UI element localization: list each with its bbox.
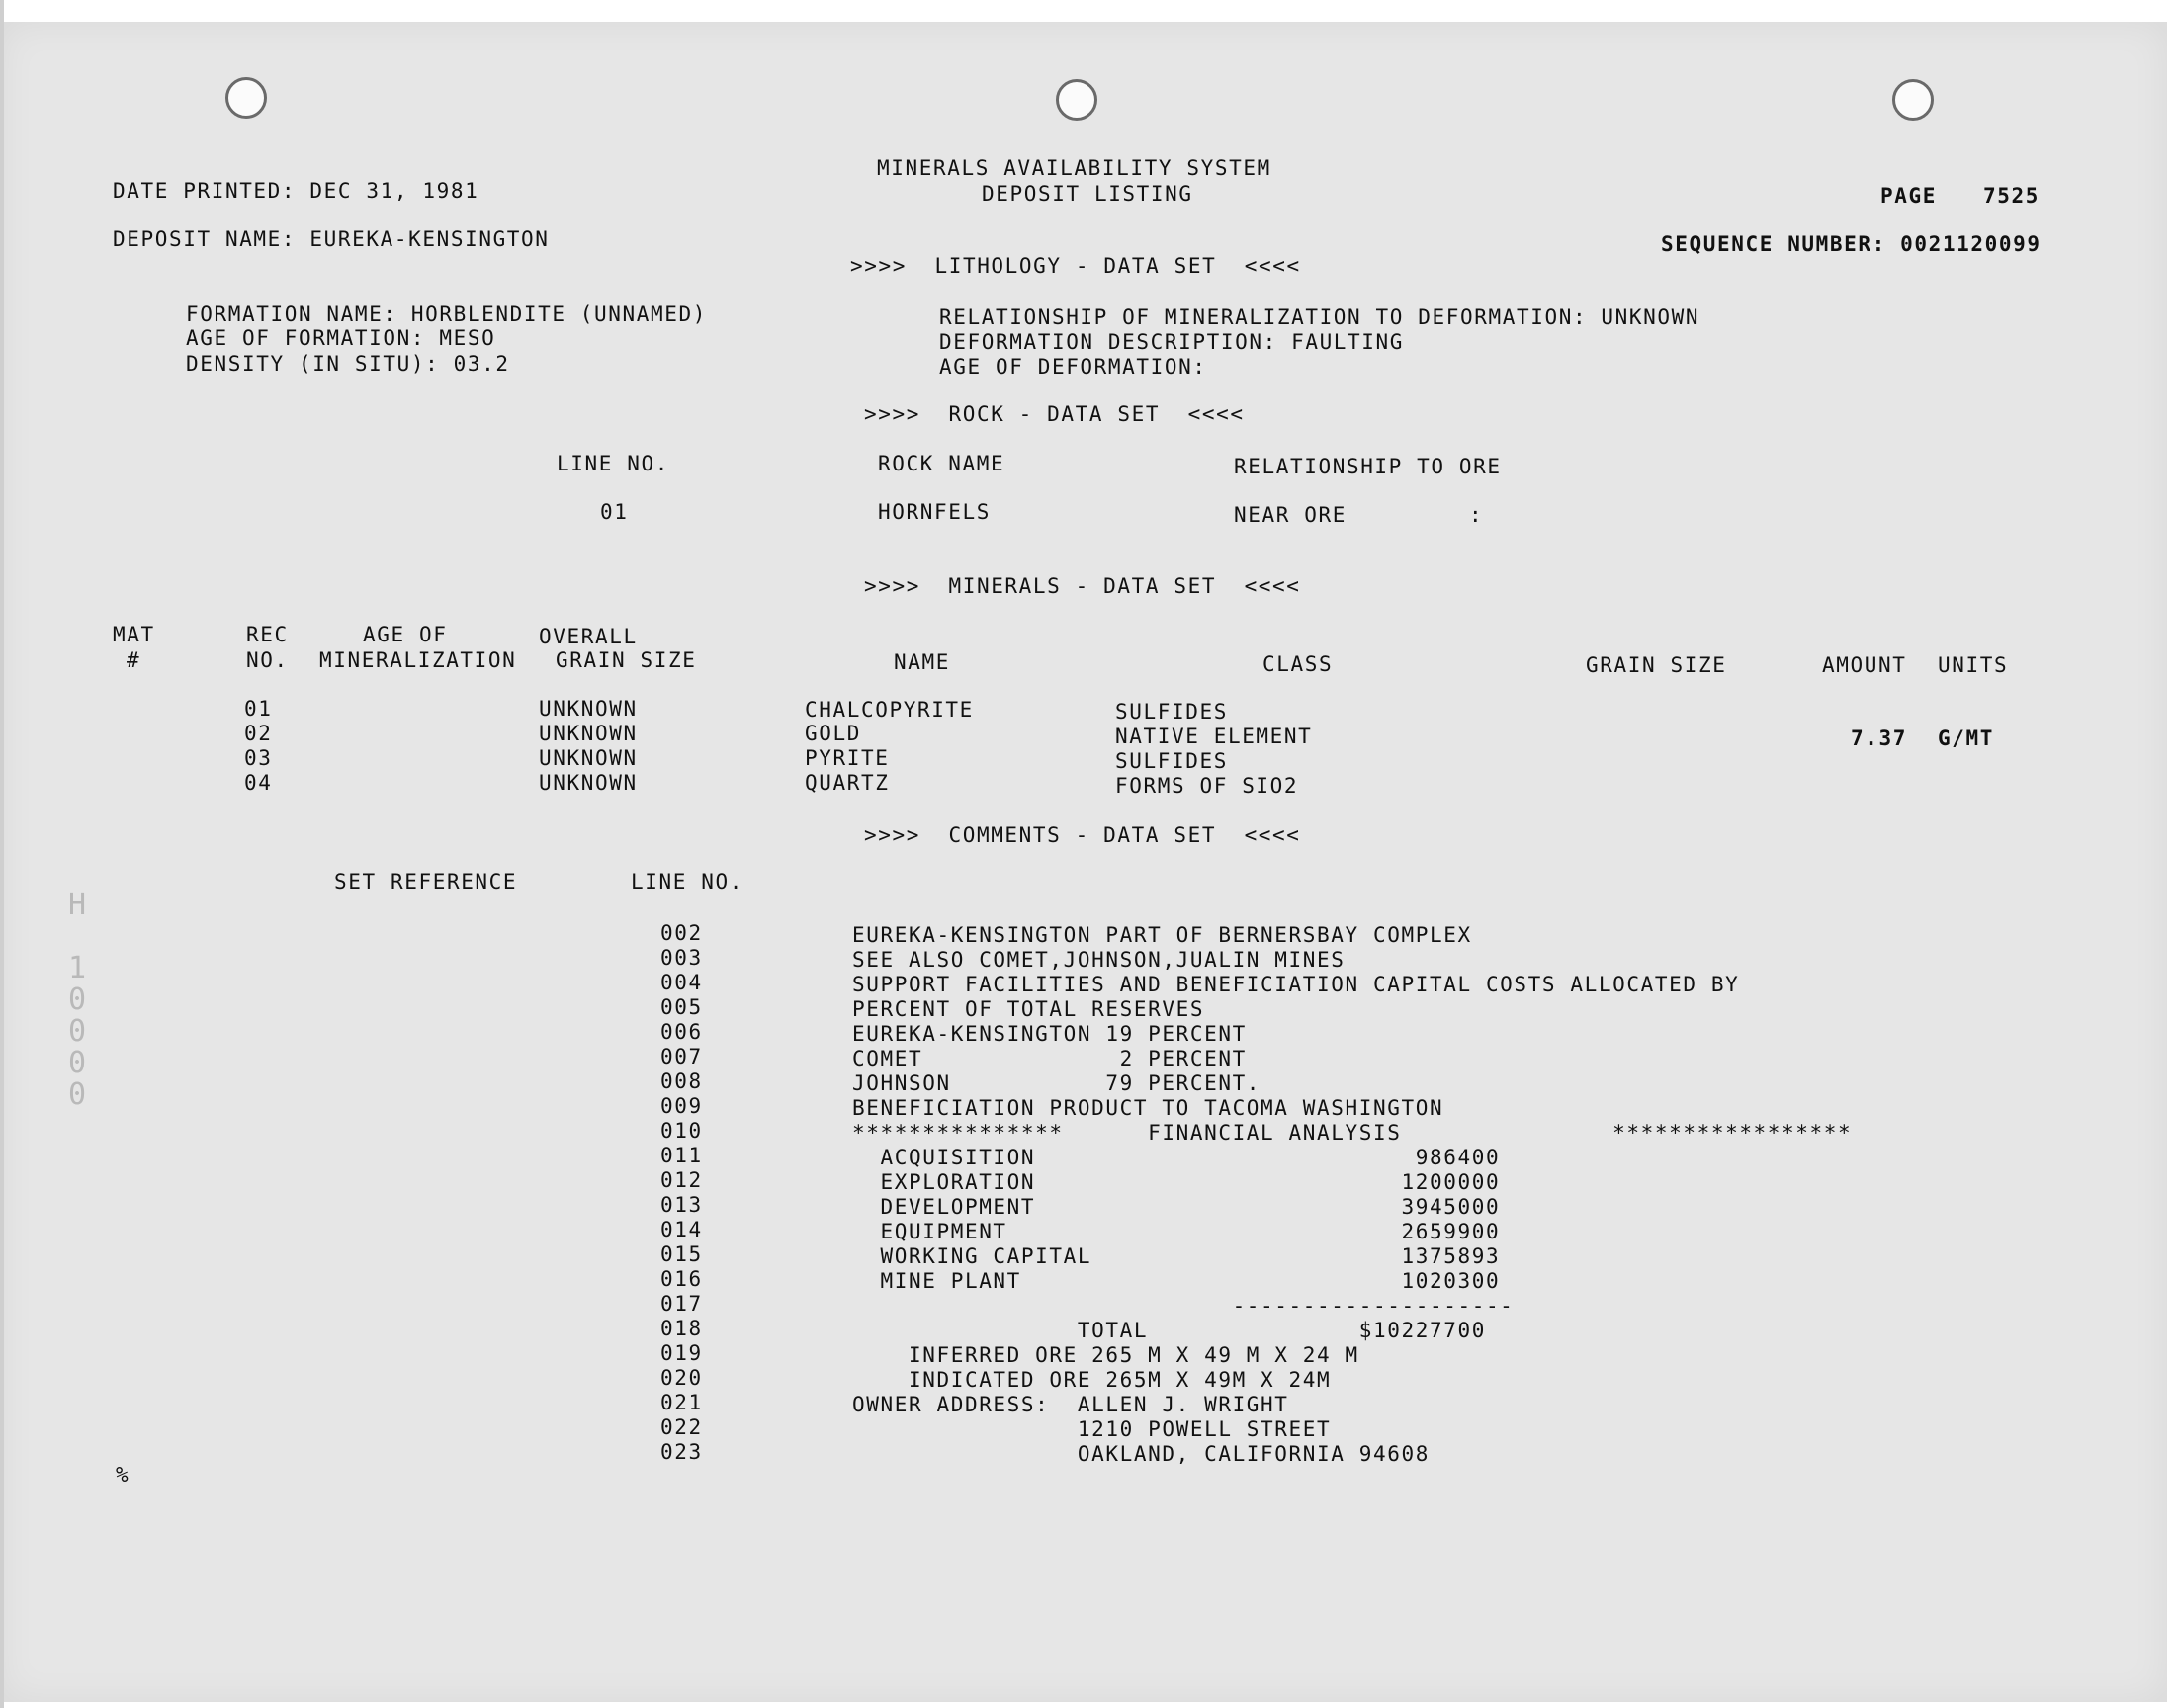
comment-line-text: SUPPORT FACILITIES AND BENEFICIATION CAPITAL COSTS ALLOCATED BY (852, 973, 1740, 996)
mineral-row-name: CHALCOPYRITE (805, 698, 974, 722)
comment-line-text: COMET 2 PERCENT (852, 1047, 1247, 1070)
comment-line-no: 018 (660, 1317, 703, 1340)
page-edge (0, 0, 4, 1708)
binder-hole-center (1056, 79, 1097, 121)
mineral-row-rec: 01 (244, 697, 273, 721)
comment-line-no: 015 (660, 1242, 703, 1266)
age-of-deformation: AGE OF DEFORMATION: (939, 355, 1207, 379)
comments-col-line-no: LINE NO. (631, 870, 743, 894)
minerals-col-age-2: MINERALIZATION (319, 648, 517, 672)
comment-line-text: EQUIPMENT 2659900 (852, 1220, 1501, 1243)
mineral-row-rec: 02 (244, 722, 273, 745)
mineral-row-units: G/MT (1938, 726, 1994, 750)
comment-line-text: OAKLAND, CALIFORNIA 94608 (852, 1442, 1430, 1466)
minerals-col-mat: MAT (113, 623, 155, 646)
comment-line-text: ACQUISITION 986400 (852, 1146, 1501, 1169)
comment-line-text: -------------------- (852, 1294, 1515, 1318)
mineral-row-rec: 03 (244, 746, 273, 770)
mineral-row-grain: UNKNOWN (539, 771, 638, 795)
sequence-number: SEQUENCE NUMBER: 0021120099 (1661, 232, 2042, 256)
comment-line-text: INFERRED ORE 265 M X 49 M X 24 M (852, 1343, 1359, 1367)
comment-line-text: EUREKA-KENSINGTON PART OF BERNERSBAY COMPLEX (852, 923, 1472, 947)
page-label: PAGE (1880, 184, 1937, 208)
minerals-col-rec: REC (246, 623, 289, 646)
comment-line-no: 011 (660, 1144, 703, 1167)
mineral-row-grain: UNKNOWN (539, 697, 638, 721)
mineral-row-rec: 04 (244, 771, 273, 795)
comment-line-text: 1210 POWELL STREET (852, 1417, 1332, 1441)
system-title: MINERALS AVAILABILITY SYSTEM (877, 156, 1271, 180)
lithology-heading: >>>> LITHOLOGY - DATA SET <<<< (850, 254, 1301, 278)
comment-line-text: *************** FINANCIAL ANALYSIS ***************** (852, 1121, 1853, 1145)
mineral-row-class: SULFIDES (1115, 700, 1228, 724)
mineral-row-grain: UNKNOWN (539, 746, 638, 770)
comment-line-text: PERCENT OF TOTAL RESERVES (852, 997, 1205, 1021)
comment-line-no: 023 (660, 1440, 703, 1464)
binder-hole-left (225, 77, 267, 119)
comment-line-text: TOTAL $10227700 (852, 1319, 1486, 1342)
minerals-heading: >>>> MINERALS - DATA SET <<<< (864, 574, 1301, 598)
comment-line-text: WORKING CAPITAL 1375893 (852, 1244, 1501, 1268)
rock-col-relationship: RELATIONSHIP TO ORE (1234, 455, 1502, 478)
rock-col-rock-name: ROCK NAME (878, 452, 1005, 475)
comment-line-no: 021 (660, 1391, 703, 1414)
comment-line-no: 019 (660, 1341, 703, 1365)
comment-line-no: 016 (660, 1267, 703, 1291)
rock-row-line-no: 01 (600, 500, 629, 524)
minerals-col-age: AGE OF (363, 623, 448, 646)
comment-line-text: MINE PLANT 1020300 (852, 1269, 1501, 1293)
rock-row-name: HORNFELS (878, 500, 991, 524)
minerals-col-grain-size: GRAIN SIZE (1586, 653, 1727, 677)
minerals-col-units: UNITS (1938, 653, 2009, 677)
rock-heading: >>>> ROCK - DATA SET <<<< (864, 402, 1245, 426)
comment-line-text: EXPLORATION 1200000 (852, 1170, 1501, 1194)
comment-line-text: DEVELOPMENT 3945000 (852, 1195, 1501, 1219)
age-of-formation: AGE OF FORMATION: MESO (186, 326, 496, 350)
minerals-col-class: CLASS (1262, 652, 1334, 676)
date-printed: DATE PRINTED: DEC 31, 1981 (113, 179, 479, 203)
comment-line-text: JOHNSON 79 PERCENT. (852, 1071, 1262, 1095)
comments-heading: >>>> COMMENTS - DATA SET <<<< (864, 823, 1301, 847)
comment-line-no: 007 (660, 1045, 703, 1068)
rock-row-relationship: NEAR ORE (1234, 503, 1347, 527)
deposit-name: DEPOSIT NAME: EUREKA-KENSINGTON (113, 227, 550, 251)
comment-line-no: 022 (660, 1415, 703, 1439)
mineral-row-class: SULFIDES (1115, 749, 1228, 773)
comment-line-no: 013 (660, 1193, 703, 1217)
minerals-col-mat-hash: # (127, 648, 141, 672)
comments-col-set-reference: SET REFERENCE (334, 870, 518, 894)
rock-col-line-no: LINE NO. (557, 452, 669, 475)
comment-line-no: 005 (660, 995, 703, 1019)
minerals-col-amount: AMOUNT (1822, 653, 1907, 677)
mineral-row-amount: 7.37 (1851, 726, 1907, 750)
rock-row-colon: : (1469, 503, 1484, 527)
mineral-row-class: NATIVE ELEMENT (1115, 725, 1313, 748)
comment-line-no: 012 (660, 1168, 703, 1192)
minerals-col-overall-2: GRAIN SIZE (556, 648, 697, 672)
comment-line-no: 009 (660, 1094, 703, 1118)
comment-line-text: INDICATED ORE 265M X 49M X 24M (852, 1368, 1332, 1392)
comment-line-no: 017 (660, 1292, 703, 1316)
comment-line-no: 020 (660, 1366, 703, 1390)
comment-line-text: EUREKA-KENSINGTON 19 PERCENT (852, 1022, 1247, 1046)
comment-line-no: 014 (660, 1218, 703, 1241)
mineral-row-name: GOLD (805, 722, 861, 745)
comment-line-no: 008 (660, 1069, 703, 1093)
minerals-col-rec-no: NO. (246, 648, 289, 672)
side-stamp: H 1 0 0 0 0 (67, 888, 87, 1112)
page-number: 7525 (1983, 184, 2040, 208)
density: DENSITY (IN SITU): 03.2 (186, 352, 510, 376)
mineral-row-class: FORMS OF SIO2 (1115, 774, 1299, 798)
deformation-description: DEFORMATION DESCRIPTION: FAULTING (939, 330, 1405, 354)
comment-line-no: 002 (660, 921, 703, 945)
minerals-col-overall: OVERALL (539, 625, 638, 648)
footer-mark: % (116, 1463, 130, 1487)
comment-line-text: OWNER ADDRESS: ALLEN J. WRIGHT (852, 1393, 1289, 1416)
comment-line-no: 004 (660, 971, 703, 994)
listing-title: DEPOSIT LISTING (982, 182, 1193, 206)
mineral-row-grain: UNKNOWN (539, 722, 638, 745)
mineral-row-name: PYRITE (805, 746, 890, 770)
comment-line-no: 006 (660, 1020, 703, 1044)
mineral-row-name: QUARTZ (805, 771, 890, 795)
minerals-col-name: NAME (894, 650, 950, 674)
comment-line-no: 010 (660, 1119, 703, 1143)
comment-line-text: SEE ALSO COMET,JOHNSON,JUALIN MINES (852, 948, 1346, 972)
mineralization-relationship: RELATIONSHIP OF MINERALIZATION TO DEFORMATION: UNKNOWN (939, 305, 1700, 329)
formation-name: FORMATION NAME: HORBLENDITE (UNNAMED) (186, 302, 707, 326)
comment-line-text: BENEFICIATION PRODUCT TO TACOMA WASHINGTON (852, 1096, 1444, 1120)
comment-line-no: 003 (660, 946, 703, 970)
binder-hole-right (1892, 79, 1934, 121)
